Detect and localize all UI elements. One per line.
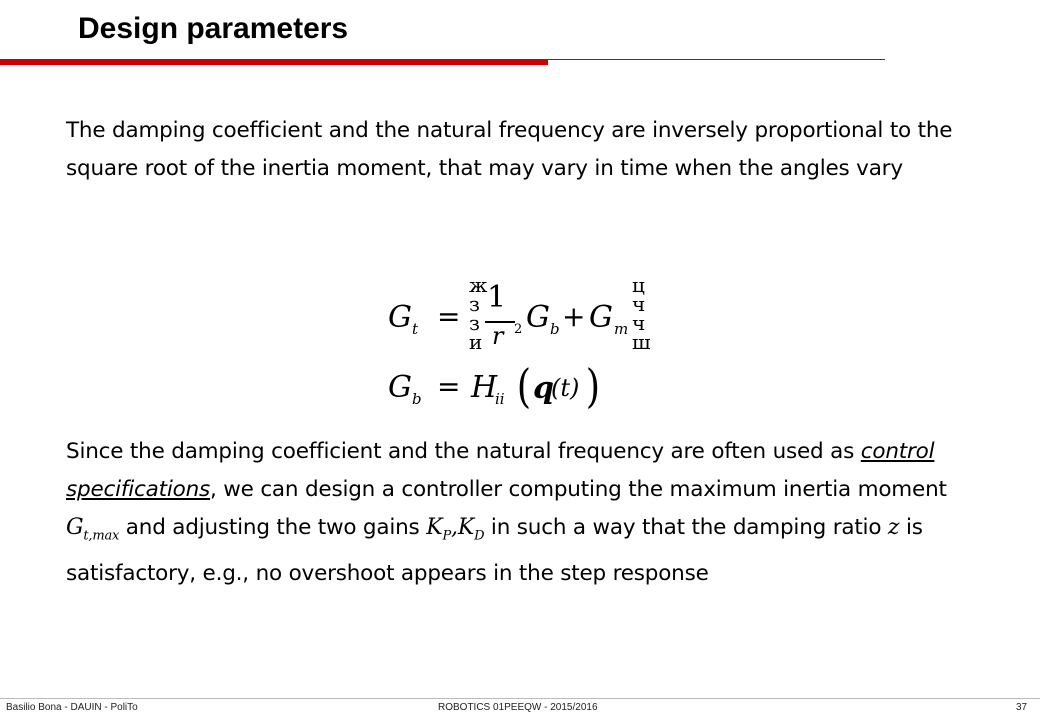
eq1-lhs: G — [388, 300, 412, 335]
control-specifications-emphasis: control specifications — [66, 439, 935, 502]
eq1-gb-sub: b — [550, 320, 560, 338]
footer-divider — [0, 698, 1040, 699]
para2-text-c: and adjusting the two gains — [119, 515, 427, 540]
math-gt-max: $G_{t,max}$ — [66, 515, 120, 544]
eq2-t: (t) — [551, 374, 580, 402]
paragraph-design — [66, 433, 1006, 593]
eq1-denominator-sup: 2 — [514, 322, 523, 337]
eq1-denominator: r — [492, 322, 504, 350]
eq2-paren-close: ) — [585, 359, 601, 413]
title-underline-thin — [548, 59, 885, 60]
eq1-gm-sub: m — [614, 320, 629, 338]
eq2-q: q — [533, 371, 554, 406]
paragraph-intro: The damping coefficient and the natural frequency are inversely proportional to the square root of the inertia moment, that may vary in time when the angles vary — [66, 118, 953, 181]
eq1-lhs-sub: t — [412, 320, 419, 338]
eq2-lhs-sub: b — [412, 390, 422, 408]
eq1-equals: = — [437, 300, 461, 333]
eq1-bracket-close: ц ч ч ш — [632, 273, 651, 354]
eq2-lhs: G — [388, 370, 412, 405]
math-kp-kd: $K_P,K_D$ — [426, 515, 485, 544]
para2-text-b: , we can design a controller computing the maximum inertia moment — [210, 477, 947, 502]
math-zeta: z — [887, 515, 900, 540]
eq1-numerator: 1 — [487, 280, 507, 315]
footer-course: ROBOTICS 01PEEQW - 2015/2016 — [438, 702, 598, 713]
eq1-gb: G — [526, 300, 550, 335]
para2-text-a: Since the damping coefficient and the natural frequency are often used as — [66, 439, 861, 464]
eq1-bracket-open: ж з з и — [469, 273, 488, 354]
title-underline-thick — [0, 59, 548, 65]
footer-page-number: 37 — [1016, 702, 1028, 713]
eq1-gm: G — [589, 300, 613, 335]
para2-text-e: is satisfactory, e.g., no overshoot appears in the step response — [66, 515, 923, 587]
eq1-plus: + — [562, 300, 586, 333]
slide-title: Design parameters — [78, 12, 349, 45]
eq2-h: H — [471, 370, 498, 405]
eq2-h-sub: ii — [495, 390, 505, 408]
eq2-paren-open: ( — [516, 359, 532, 413]
eq2-equals: = — [437, 370, 461, 403]
para2-text-d: in such a way that the damping ratio — [484, 515, 888, 540]
footer-author: Basilio Bona - DAUIN - PoliTo — [6, 702, 138, 713]
